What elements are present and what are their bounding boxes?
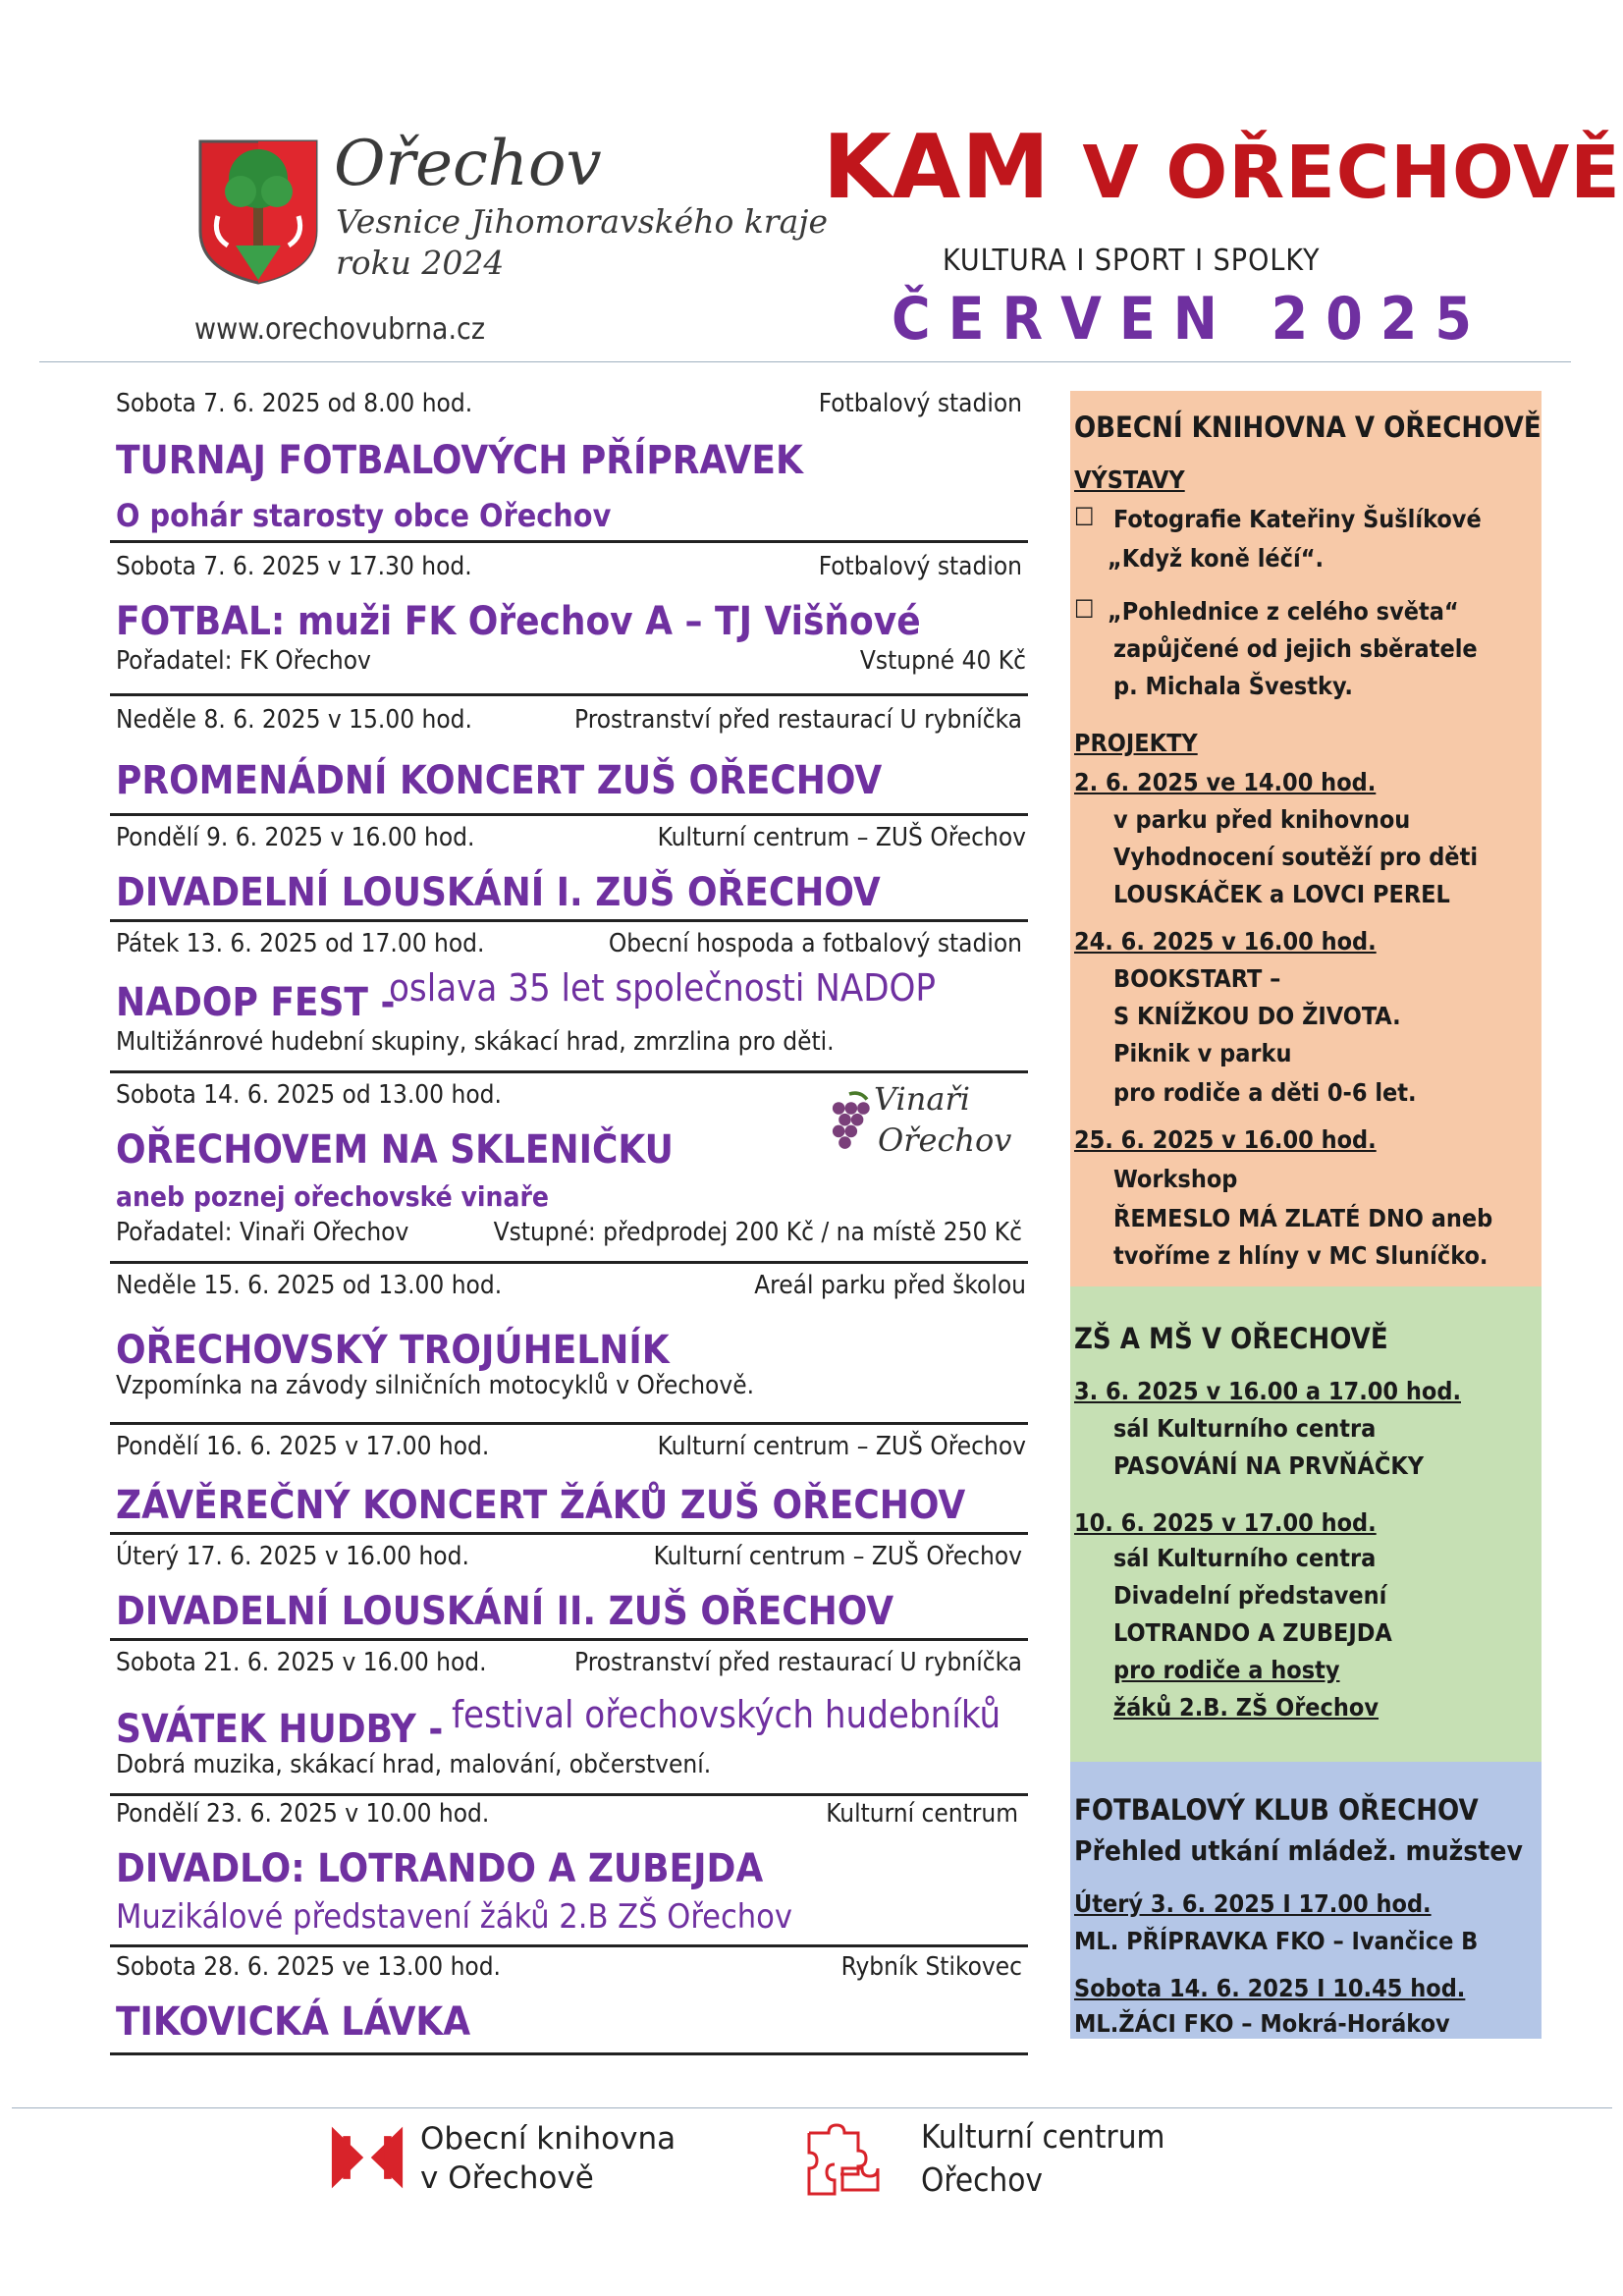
exhibition-1-line-1: Fotografie Kateřiny Šušlíkové [1113, 505, 1482, 533]
event-1-title: TURNAJ FOTBALOVÝCH PŘÍPRAVEK [116, 438, 803, 483]
event-10-title: SVÁTEK HUDBY - [116, 1707, 444, 1752]
vinari-grapes-icon [823, 1090, 876, 1153]
event-3-when: Neděle 8. 6. 2025 v 15.00 hod. [116, 705, 472, 735]
event-5-title: NADOP FEST - [116, 980, 396, 1025]
culture-center-footer-line-1: Kulturní centrum [921, 2117, 1165, 2156]
event-1-when: Sobota 7. 6. 2025 od 8.00 hod. [116, 389, 473, 418]
exhibition-2-line-3: p. Michala Švestky. [1113, 672, 1353, 700]
project-3-line-3: tvoříme z hlíny v MC Sluníčko. [1113, 1241, 1488, 1270]
school-2-date: 10. 6. 2025 v 17.00 hod. [1074, 1508, 1377, 1537]
project-3-line-1: Workshop [1113, 1165, 1238, 1193]
school-heading: ZŠ A MŠ V OŘECHOVĚ [1074, 1322, 1388, 1355]
event-2-where: Fotbalový stadion [818, 552, 1022, 581]
project-1-line-1: v parku před knihovnou [1113, 805, 1411, 834]
event-12-where: Rybník Stikovec [840, 1952, 1022, 1982]
village-crest-logo [196, 137, 320, 285]
library-heading: OBECNÍ KNIHOVNA V OŘECHOVĚ [1074, 410, 1542, 444]
event-1-where: Fotbalový stadion [818, 389, 1022, 418]
event-divider [110, 813, 1028, 816]
project-2-line-3: Piknik v parku [1113, 1039, 1292, 1067]
brand-subtitle [336, 201, 828, 284]
event-divider [110, 1944, 1028, 1947]
school-1-date: 3. 6. 2025 v 16.00 a 17.00 hod. [1074, 1377, 1461, 1405]
event-2-entry: Vstupné 40 Kč [859, 646, 1026, 676]
event-divider [110, 693, 1028, 696]
event-10-title-extra: festival ořechovských hudebníků [452, 1693, 1001, 1736]
event-3-title: PROMENÁDNÍ KONCERT ZUŠ OŘECHOV [116, 758, 883, 803]
football-1-date: Úterý 3. 6. 2025 I 17.00 hod. [1074, 1889, 1432, 1918]
vinari-logo-line-1: Vinaři [874, 1080, 970, 1118]
event-divider [110, 540, 1028, 543]
event-4-when: Pondělí 9. 6. 2025 v 16.00 hod. [116, 823, 475, 852]
event-8-title: ZÁVĚREČNÝ KONCERT ŽÁKŮ ZUŠ OŘECHOV [116, 1483, 966, 1528]
brand-sub-line-2: roku 2024 [336, 244, 505, 282]
school-1-line-2: PASOVÁNÍ NA PRVŇÁČKY [1113, 1451, 1425, 1480]
event-9-when: Úterý 17. 6. 2025 v 16.00 hod. [116, 1542, 469, 1571]
categories-line: KULTURA I SPORT I SPOLKY [943, 244, 1321, 278]
football-2-match: ML.ŽÁCI FKO – Mokrá-Horákov [1074, 2009, 1450, 2038]
event-9-where: Kulturní centrum – ZUŠ Ořechov [653, 1542, 1022, 1571]
website-link[interactable]: www.orechovubrna.cz [194, 312, 486, 347]
event-10-description: Dobrá muzika, skákací hrad, malování, občerstvení. [116, 1750, 712, 1779]
event-7-when: Neděle 15. 6. 2025 od 13.00 hod. [116, 1271, 503, 1300]
school-2-line-2: Divadelní představení [1113, 1581, 1387, 1610]
event-5-description: Multižánrové hudební skupiny, skákací hrad, zmrzlina pro děti. [116, 1027, 835, 1057]
event-11-where: Kulturní centrum [826, 1799, 1018, 1829]
bullet-icon: □ [1074, 501, 1095, 528]
event-divider [110, 1422, 1028, 1425]
event-4-where: Kulturní centrum – ZUŠ Ořechov [657, 823, 1026, 852]
title-main: KAM [823, 116, 1051, 219]
event-7-where: Areál parku před školou [754, 1271, 1026, 1300]
event-divider [110, 2052, 1028, 2055]
event-6-when: Sobota 14. 6. 2025 od 13.00 hod. [116, 1080, 502, 1110]
event-divider [110, 1638, 1028, 1641]
school-2-line-3: LOTRANDO A ZUBEJDA [1113, 1618, 1392, 1647]
library-projects-label: PROJEKTY [1074, 729, 1198, 757]
football-heading: FOTBALOVÝ KLUB OŘECHOV [1074, 1793, 1479, 1827]
exhibition-1-line-2: „Když koně léčí“. [1108, 544, 1325, 573]
football-2-date: Sobota 14. 6. 2025 I 10.45 hod. [1074, 1974, 1466, 2002]
vinari-logo-line-2: Ořechov [878, 1121, 1012, 1159]
event-divider [110, 1793, 1028, 1796]
project-1-line-3: LOUSKÁČEK a LOVCI PEREL [1113, 880, 1450, 908]
culture-center-footer-line-2: Ořechov [921, 2160, 1043, 2199]
event-6-entry: Vstupné: předprodej 200 Kč / na místě 250 Kč [493, 1218, 1022, 1247]
event-5-title-extra: oslava 35 let společnosti NADOP [389, 966, 937, 1010]
event-6-organizer: Pořadatel: Vinaři Ořechov [116, 1218, 409, 1247]
event-divider [110, 1532, 1028, 1535]
event-5-where: Obecní hospoda a fotbalový stadion [608, 929, 1022, 958]
project-3-line-2: ŘEMESLO MÁ ZLATÉ DNO aneb [1113, 1204, 1493, 1232]
event-3-where: Prostranství před restaurací U rybníčka [574, 705, 1022, 735]
school-1-line-1: sál Kulturního centra [1113, 1414, 1377, 1443]
project-3-date: 25. 6. 2025 v 16.00 hod. [1074, 1125, 1377, 1154]
event-7-title: OŘECHOVSKÝ TROJÚHELNÍK [116, 1328, 670, 1373]
event-divider [110, 1261, 1028, 1264]
library-logo-icon [330, 2123, 405, 2192]
event-10-when: Sobota 21. 6. 2025 v 16.00 hod. [116, 1648, 487, 1677]
brand-name: Ořechov [334, 128, 602, 200]
project-2-line-2: S KNÍŽKOU DO ŽIVOTA. [1113, 1002, 1401, 1030]
event-9-title: DIVADELNÍ LOUSKÁNÍ II. ZUŠ OŘECHOV [116, 1589, 894, 1634]
library-exhibitions-label: VÝSTAVY [1074, 465, 1185, 494]
bullet-icon: □ [1074, 593, 1095, 621]
event-11-title: DIVADLO: LOTRANDO A ZUBEJDA [116, 1846, 764, 1891]
library-footer-line-2: v Ořechově [420, 2160, 594, 2196]
school-2-line-5: žáků 2.B. ZŠ Ořechov [1113, 1693, 1380, 1722]
event-1-subtitle: O pohár starosty obce Ořechov [116, 497, 612, 534]
footer-divider [12, 2107, 1612, 2108]
football-subheading: Přehled utkání mládež. mužstev [1074, 1834, 1523, 1867]
project-1-date: 2. 6. 2025 ve 14.00 hod. [1074, 768, 1377, 796]
exhibition-2-line-1: „Pohlednice z celého světa“ [1108, 597, 1459, 626]
event-12-title: TIKOVICKÁ LÁVKA [116, 1999, 471, 2045]
vinari-logo-text [874, 1078, 1011, 1161]
event-8-when: Pondělí 16. 6. 2025 v 17.00 hod. [116, 1432, 490, 1461]
event-8-where: Kulturní centrum – ZUŠ Ořechov [657, 1432, 1026, 1461]
football-1-match: ML. PŘÍPRAVKA FKO – Ivančice B [1074, 1927, 1479, 1955]
project-2-line-1: BOOKSTART – [1113, 964, 1281, 993]
event-5-when: Pátek 13. 6. 2025 od 17.00 hod. [116, 929, 485, 958]
title-rest: V OŘECHOVĚ [1082, 131, 1621, 215]
month-title: ČERVEN 2025 [892, 285, 1489, 354]
culture-center-puzzle-icon [803, 2123, 882, 2202]
school-2-line-1: sál Kulturního centra [1113, 1544, 1377, 1572]
school-2-line-4: pro rodiče a hosty [1113, 1656, 1340, 1684]
header-divider [39, 361, 1571, 362]
project-1-line-2: Vyhodnocení soutěží pro děti [1113, 843, 1479, 871]
event-4-title: DIVADELNÍ LOUSKÁNÍ I. ZUŠ OŘECHOV [116, 870, 881, 915]
project-2-date: 24. 6. 2025 v 16.00 hod. [1074, 927, 1377, 956]
exhibition-2-line-2: zapůjčené od jejich sběratele [1113, 634, 1478, 663]
brand-sub-line-1: Vesnice Jihomoravského kraje [336, 202, 829, 241]
page-title [823, 116, 1621, 219]
event-11-subtitle: Muzikálové představení žáků 2.B ZŠ Ořechov [116, 1897, 792, 1937]
event-6-title: OŘECHOVEM NA SKLENIČKU [116, 1127, 674, 1173]
library-footer-text [420, 2119, 676, 2198]
event-11-when: Pondělí 23. 6. 2025 v 10.00 hod. [116, 1799, 490, 1829]
event-12-when: Sobota 28. 6. 2025 ve 13.00 hod. [116, 1952, 501, 1982]
event-2-when: Sobota 7. 6. 2025 v 17.30 hod. [116, 552, 472, 581]
event-6-subtitle: aneb poznej ořechovské vinaře [116, 1180, 549, 1213]
event-10-where: Prostranství před restaurací U rybníčka [574, 1648, 1022, 1677]
event-2-title: FOTBAL: muži FK Ořechov A – TJ Višňové [116, 599, 921, 644]
event-2-organizer: Pořadatel: FK Ořechov [116, 646, 371, 676]
culture-center-footer-text [921, 2115, 1164, 2202]
event-divider [110, 1070, 1028, 1073]
event-divider [110, 919, 1028, 922]
event-7-description: Vzpomínka na závody silničních motocyklů v Ořechově. [116, 1371, 755, 1400]
library-footer-line-1: Obecní knihovna [420, 2121, 676, 2157]
project-2-line-4: pro rodiče a děti 0-6 let. [1113, 1078, 1417, 1107]
